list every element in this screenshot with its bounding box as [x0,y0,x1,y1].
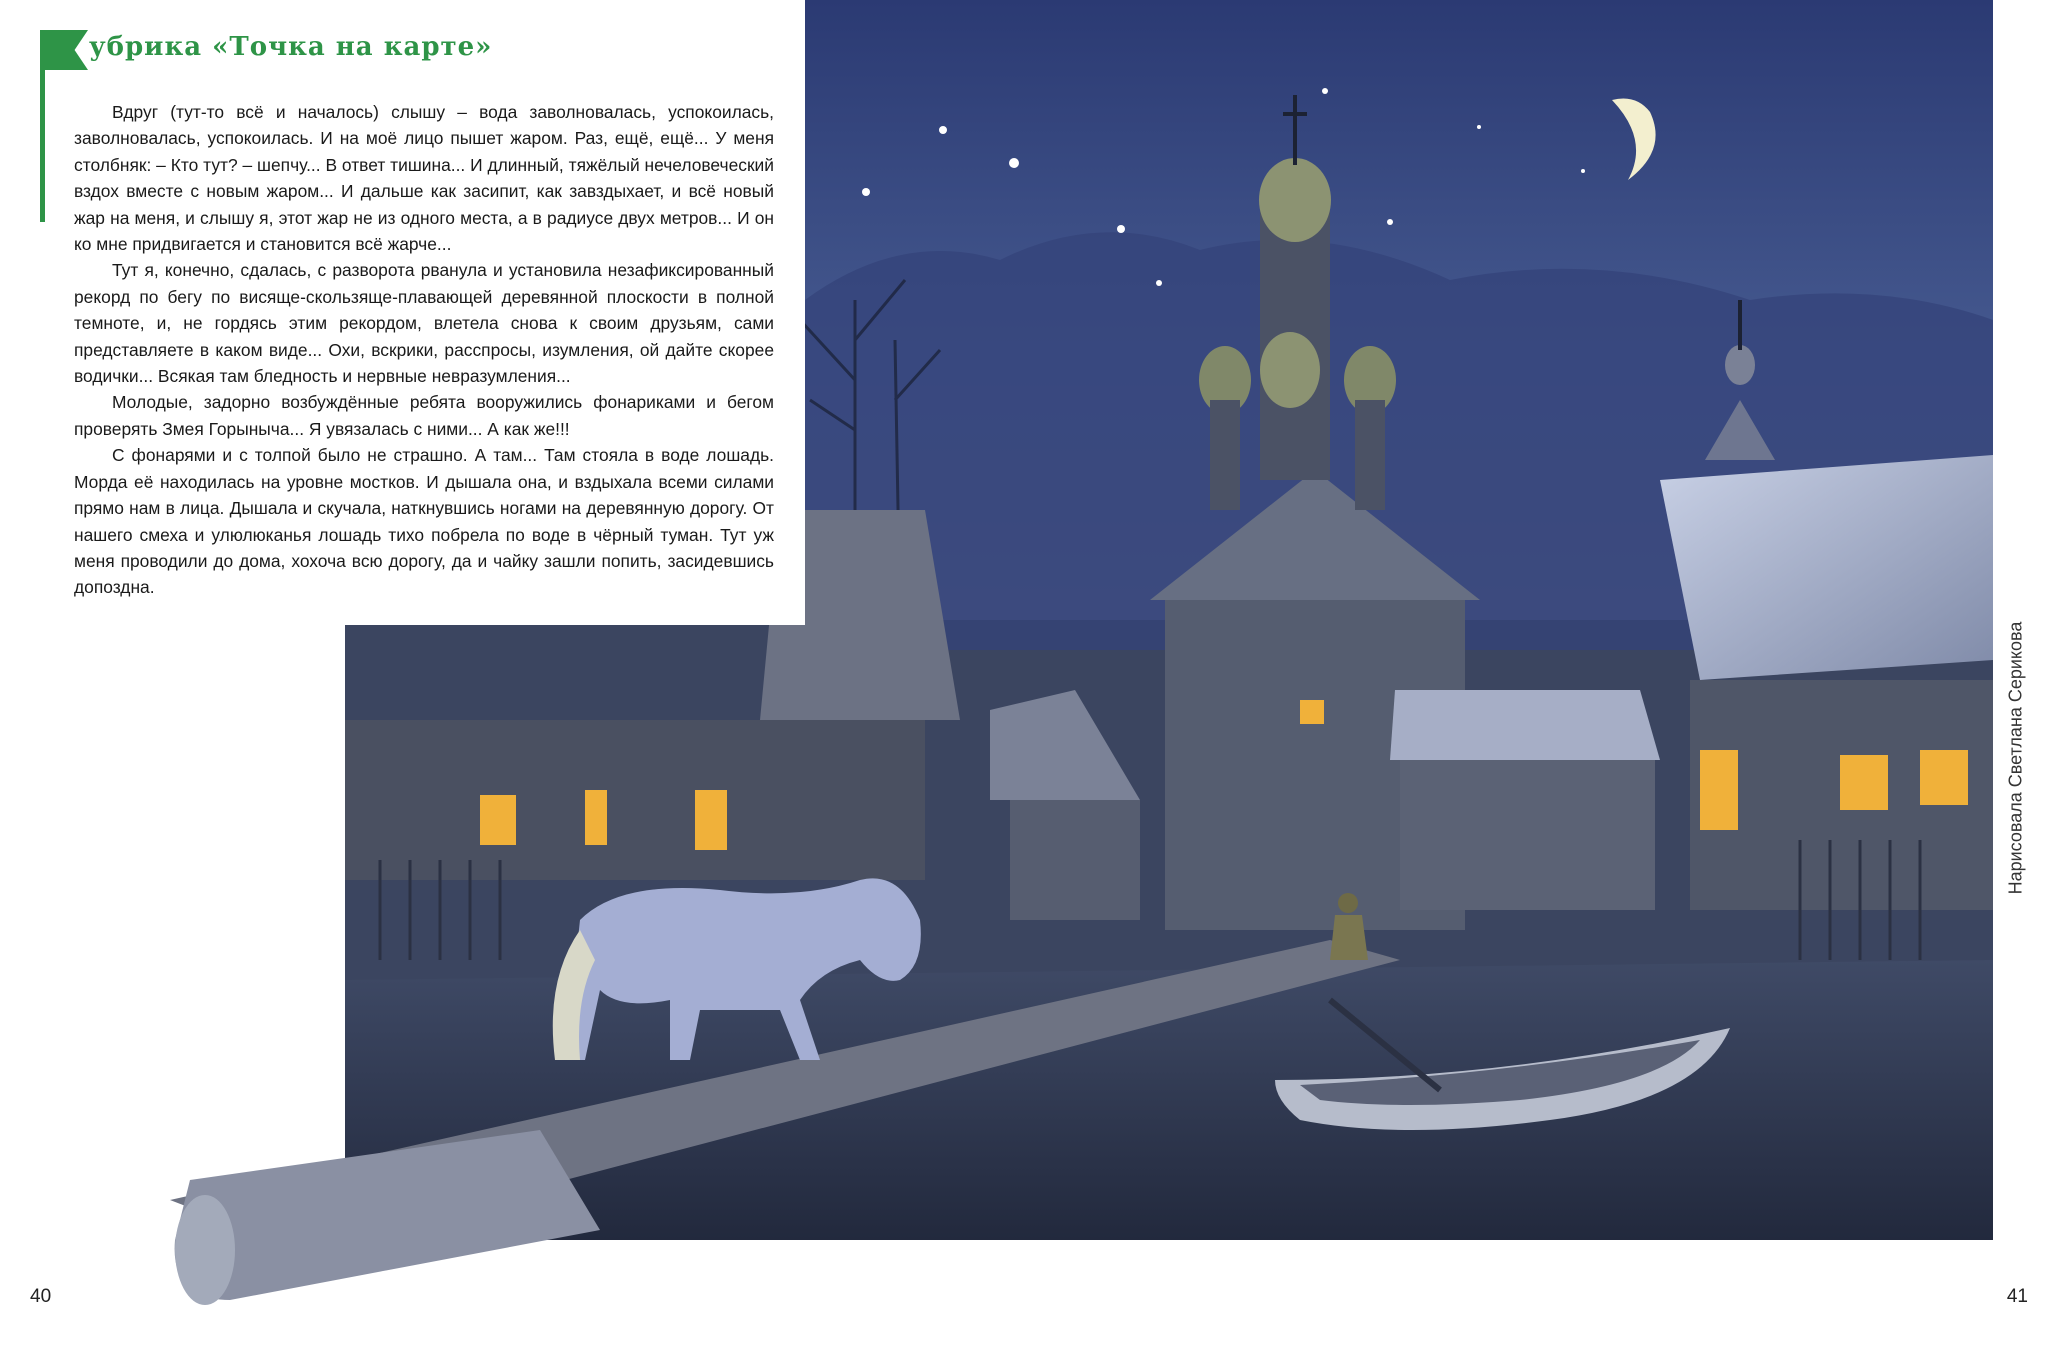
star [1117,225,1125,233]
house-mid-right [1390,690,1660,910]
house-wall [1400,760,1655,910]
rubric-title: убрика «Точка на карте» [89,32,493,62]
church-side-tower [1355,400,1385,510]
house-roof [1660,455,1993,680]
text-panel [0,0,805,625]
church-cross [1293,95,1297,165]
lit-window [585,790,607,845]
house-wall [345,720,925,880]
article-paragraph: С фонарями и с толпой было не страшно. А там... Там стояла в воде лошадь. Морда её находилась на уровне мостков. И дышала она, и вздыхала всеми силами прямо нам в лица. Дышала и скучала, наткнувшись ногами на деревянную дорогу. От нашего смеха и улюлюканья лошадь тихо побрела по воде в чёрный туман. Тут уж меня проводили до дома, хохоча всю дорогу, да и чайку зашли попить, засидевшись допоздна. [74,445,774,598]
star [1156,280,1162,286]
page-number-left: 40 [30,1286,52,1307]
church-cross-bar [1283,112,1307,116]
chapel-cross [1738,300,1742,350]
article-paragraph: Молодые, задорно возбуждённые ребята вооружились фонариками и бегом проверять Змея Горыныча... Я увязалась с ними... А как же!!! [74,392,774,439]
church-dome [1259,158,1331,242]
lit-window [1920,750,1968,805]
star [862,188,870,196]
star [1477,125,1481,129]
person-head [1338,893,1358,913]
house-right [1660,455,1993,910]
rubric-flag-icon [40,30,88,70]
chapel-dome [1725,345,1755,385]
church-side-tower [1210,400,1240,510]
log-end [175,1195,235,1305]
lit-window [1700,750,1738,830]
star [1581,169,1585,173]
article-body [74,99,774,601]
lit-window [480,795,516,845]
church-window [1300,700,1324,724]
foreground-log [175,1130,600,1300]
star [1009,158,1019,168]
lit-window [695,790,727,850]
star [1387,219,1393,225]
illustration-credit: Нарисовала Светлана Серикова [2005,621,2026,895]
star [1322,88,1328,94]
article-paragraph: Тут я, конечно, сдалась, с разворота рванула и установила незафиксированный рекорд по бегу по висяще-скользяще-плавающей деревянной плоскости в полной темноте, и, не гордясь этим рекордом, влетела снова к своим друзьям, сами представляете в каком виде... Охи, вскрики, расспросы, изумления, ой дайте скорее водички... Всякая там бледность и нервные невразумления... [74,260,774,387]
lit-window [1840,755,1888,810]
star [939,126,947,134]
article-paragraph: Вдруг (тут-то всё и началось) слышу – вода заволновалась, успокоилась, заволновалась, успокоилась. И на моё лицо пышет жаром. Раз, ещё, ещё... У меня столбняк: – Кто тут? – шепчу... В ответ тишина... И длинный, тяжёлый нечеловеческий вздох вместе с новым жаром... И дальше как засипит, как завздыхает, и всё новый жар на меня, и слышу я, этот жар не из одного места, а в радиусе двух метров... И он ко мне придвигается и становится всё жарче... [74,102,774,255]
house-roof [1390,690,1660,760]
page-number-right: 41 [2006,1286,2028,1307]
house-wall [1010,800,1140,920]
person-body [1330,915,1368,960]
church-dome [1260,332,1320,408]
